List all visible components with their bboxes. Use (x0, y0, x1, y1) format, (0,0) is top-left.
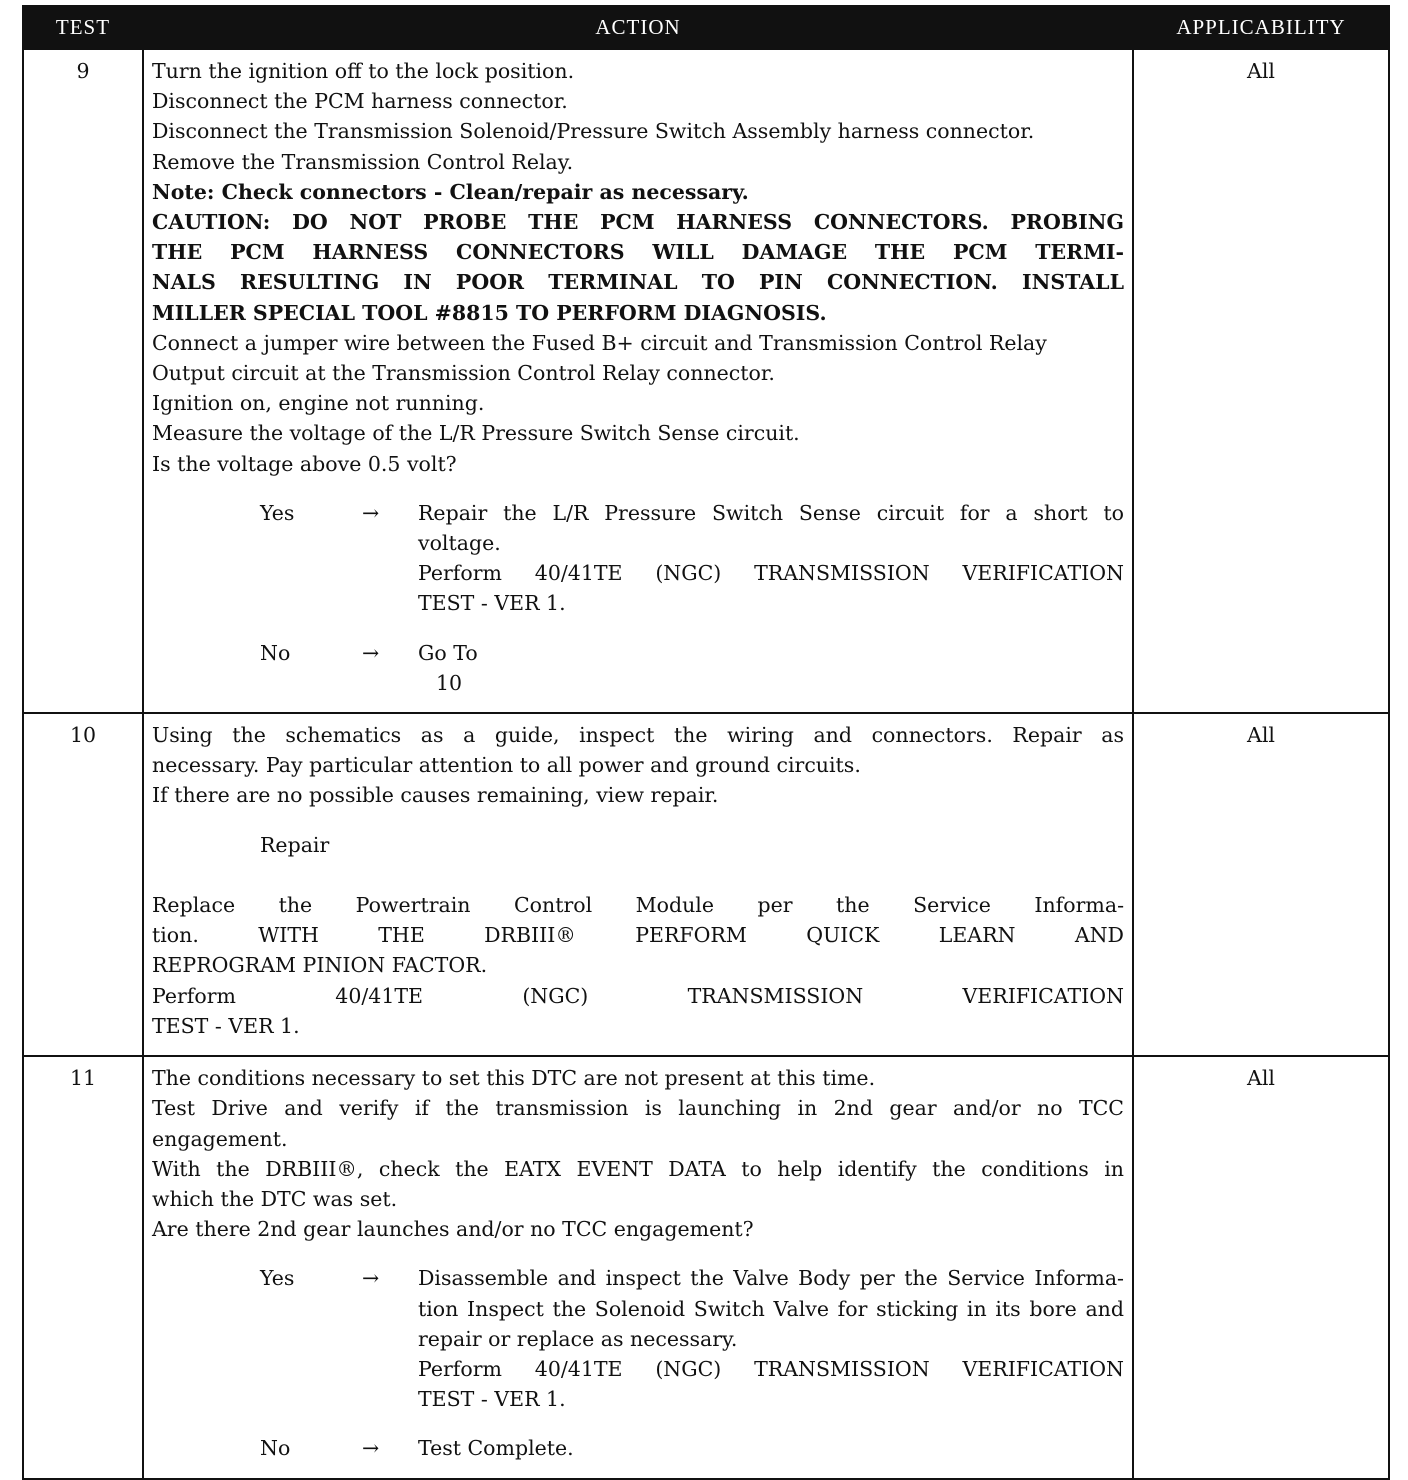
table-row-test-9 (23, 49, 1389, 713)
no-label: No (260, 1436, 291, 1461)
test-number: 11 (23, 1056, 143, 1478)
action-line: Ignition on, engine not running. (152, 391, 485, 416)
action-cell (143, 713, 1133, 1056)
applicability-value: All (1133, 713, 1389, 1056)
response-line: TEST - VER 1. (418, 591, 566, 616)
no-response (152, 1433, 1124, 1463)
action-line: Measure the voltage of the L/R Pressure Switch Sense circuit. (152, 421, 800, 446)
table-row-test-10 (23, 713, 1389, 1056)
response-line: Replace the Powertrain Control Module per the Service Informa- (152, 893, 1124, 918)
goto-line (418, 638, 1124, 698)
action-line: If there are no possible causes remaining, view repair. (152, 783, 719, 808)
yes-response (152, 498, 1124, 619)
test-number: 9 (23, 49, 143, 713)
action-cell (143, 49, 1133, 713)
right-arrow-icon: → (362, 1436, 380, 1461)
goto-target: 10 (436, 670, 463, 695)
action-line: Using the schematics as a guide, inspect the wiring and connectors. Repair as (152, 723, 1124, 748)
table-header (23, 6, 1389, 49)
no-body (418, 638, 1124, 698)
response-line: Repair the L/R Pressure Switch Sense circuit for a short to (418, 500, 1124, 525)
repair-response (152, 830, 1124, 1041)
no-body (418, 1433, 1124, 1463)
yes-body (418, 498, 1124, 619)
action-line: Disconnect the PCM harness connector. (152, 89, 568, 114)
right-arrow-icon: → (362, 640, 380, 665)
header-row (23, 6, 1389, 49)
note-text: Note: Check connectors - Clean/repair as necessary. (152, 179, 749, 204)
caution-line: MILLER SPECIAL TOOL #8815 TO PERFORM DIAGNOSIS. (152, 300, 827, 325)
action-line: With the DRBIII®, check the EATX EVENT DATA to help identify the conditions in (152, 1156, 1124, 1181)
yes-response (152, 1263, 1124, 1414)
action-cell (143, 1056, 1133, 1478)
header-test: TEST (23, 6, 143, 49)
applicability-value: All (1133, 1056, 1389, 1478)
response-line: Disassemble and inspect the Valve Body per the Service Informa- (418, 1266, 1124, 1291)
response-line: voltage. (418, 531, 501, 556)
header-action: ACTION (143, 6, 1133, 49)
diagnostic-test-table (22, 5, 1390, 1480)
header-applicability: APPLICABILITY (1133, 6, 1389, 49)
action-line: engagement. (152, 1126, 288, 1151)
test-number: 10 (23, 713, 143, 1056)
action-line: Test Drive and verify if the transmission is launching in 2nd gear and/or no TCC (152, 1096, 1124, 1121)
yes-label: Yes (260, 1266, 295, 1291)
caution-line: NALS RESULTING IN POOR TERMINAL TO PIN CONNECTION. INSTALL (152, 270, 1124, 295)
right-arrow-icon: → (362, 500, 380, 525)
repair-label: Repair (260, 832, 330, 857)
action-line: Connect a jumper wire between the Fused B+ circuit and Transmission Control Relay (152, 330, 1047, 355)
action-question: Is the voltage above 0.5 volt? (152, 451, 457, 476)
action-line: necessary. Pay particular attention to all power and ground circuits. (152, 753, 861, 778)
action-question: Are there 2nd gear launches and/or no TCC engagement? (152, 1217, 754, 1242)
response-line: TEST - VER 1. (152, 1013, 300, 1038)
no-label: No (260, 640, 291, 665)
caution-line: THE PCM HARNESS CONNECTORS WILL DAMAGE THE PCM TERMI- (152, 240, 1124, 265)
response-line: Perform 40/41TE (NGC) TRANSMISSION VERIFICATION (418, 1356, 1124, 1381)
response-line: tion Inspect the Solenoid Switch Valve for sticking in its bore and (418, 1296, 1124, 1321)
action-line: The conditions necessary to set this DTC are not present at this time. (152, 1066, 876, 1091)
right-arrow-icon: → (362, 1266, 380, 1291)
action-line: Turn the ignition off to the lock position. (152, 59, 575, 83)
response-line: TEST - VER 1. (418, 1387, 566, 1412)
response-line: repair or replace as necessary. (418, 1326, 738, 1351)
caution-line: CAUTION: DO NOT PROBE THE PCM HARNESS CONNECTORS. PROBING (152, 210, 1124, 235)
action-line: which the DTC was set. (152, 1186, 398, 1211)
no-response (152, 638, 1124, 698)
response-line: REPROGRAM PINION FACTOR. (152, 953, 488, 978)
yes-label: Yes (260, 500, 295, 525)
response-line: Test Complete. (418, 1436, 574, 1461)
table-row-test-11 (23, 1056, 1389, 1478)
response-line: tion. WITH THE DRBIII® PERFORM QUICK LEARN AND (152, 923, 1124, 948)
response-line: Perform 40/41TE (NGC) TRANSMISSION VERIFICATION (418, 561, 1124, 586)
action-line: Remove the Transmission Control Relay. (152, 149, 574, 174)
goto-text: Go To (418, 640, 478, 665)
applicability-value: All (1133, 49, 1389, 713)
response-line: Perform 40/41TE (NGC) TRANSMISSION VERIFICATION (152, 983, 1124, 1008)
action-line: Output circuit at the Transmission Control Relay connector. (152, 361, 775, 386)
yes-body (418, 1263, 1124, 1414)
repair-body (152, 863, 1124, 1041)
action-line: Disconnect the Transmission Solenoid/Pressure Switch Assembly harness connector. (152, 119, 1035, 144)
